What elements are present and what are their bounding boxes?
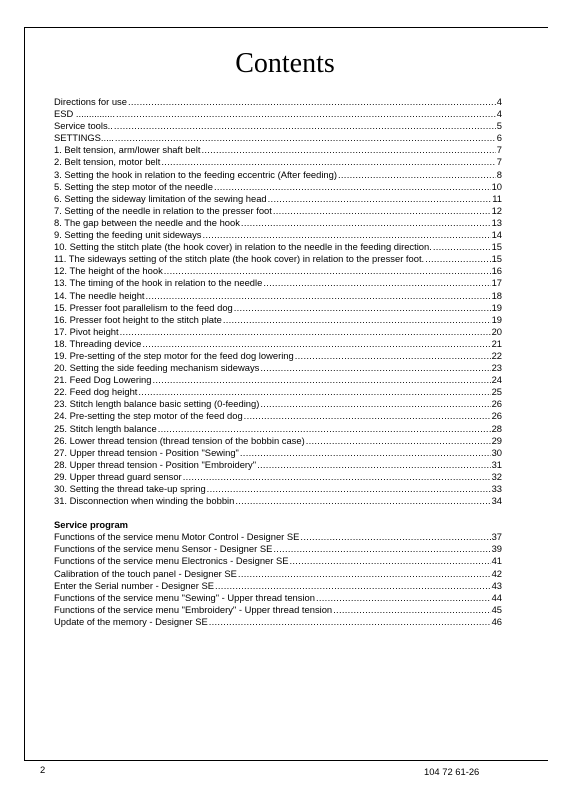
toc-entry-page: 19 [491,301,502,313]
toc-entry [54,229,502,241]
dot-leader [209,616,491,628]
toc-entry-label: 10. Setting the stitch plate (the hook cover) in relation to the needle in the feeding direction. [54,241,432,253]
toc-entry [54,483,502,495]
toc-entry-page: 24 [491,374,502,386]
toc-entry-page: 10 [491,180,502,192]
dot-leader [120,326,491,338]
top-rule [24,27,548,28]
toc-entry [54,471,502,483]
toc-entry-label: 23. Stitch length balance basic setting (0-feeding) [54,398,260,410]
toc-entry-label: 5. Setting the step motor of the needle [54,180,213,192]
toc-entry-label: 18. Threading device [54,337,142,349]
toc-entry-page: 44 [491,591,502,603]
toc-entry-label: 21. Feed Dog Lowering [54,374,152,386]
toc-entry-page: 25 [491,386,502,398]
dot-leader [260,362,490,374]
toc-entry-label: 12. The height of the hook [54,265,163,277]
toc-entry [54,241,502,253]
toc-entry-label: 25. Stitch length balance [54,422,157,434]
toc-entry-page: 12 [491,204,502,216]
dot-leader [128,96,496,108]
toc-entry [54,495,502,507]
dot-leader [207,483,491,495]
toc-entry [54,435,502,447]
dot-leader [142,338,490,350]
toc-entry-page: 18 [491,289,502,301]
toc-entry [54,423,502,435]
toc-entry [54,338,502,350]
dot-leader [257,459,490,471]
toc-entry [54,96,502,108]
toc-entry-label: 8. The gap between the needle and the hook [54,216,240,228]
dot-leader [152,374,490,386]
dot-leader [244,410,491,422]
dot-leader [234,302,491,314]
toc-entry [54,447,502,459]
contents-list [54,96,502,507]
toc-entry-label: SETTINGS..... [54,132,114,144]
dot-leader [338,169,496,181]
toc-entry-page: 43 [491,579,502,591]
toc-entry [54,181,502,193]
toc-entry-page: 11 [492,192,502,204]
toc-entry [54,265,502,277]
dot-leader [116,108,496,120]
toc-entry [54,362,502,374]
dot-leader [289,555,490,567]
toc-entry [54,205,502,217]
toc-entry-label: Enter the Serial number - Designer SE [54,579,214,591]
toc-entry-page: 15 [491,253,502,265]
toc-entry-page: 42 [491,567,502,579]
toc-entry-label: 27. Upper thread tension - Position "Sewing" [54,446,239,458]
toc-entry-label: 28. Upper thread tension - Position "Embroidery" [54,458,257,470]
toc-entry-label: 16. Presser foot height to the stitch plate [54,313,222,325]
toc-entry [54,120,502,132]
dot-leader [300,531,490,543]
toc-entry-label: 26. Lower thread tension (thread tension of the bobbin case) [54,434,305,446]
toc-entry-page: 31 [491,458,502,470]
toc-entry [54,531,502,543]
toc-entry-label: 31. Disconnection when winding the bobbin [54,495,235,507]
toc-entry [54,253,502,265]
toc-entry-label: 29. Upper thread guard sensor [54,470,182,482]
toc-entry [54,459,502,471]
toc-entry-label: Calibration of the touch panel - Designer SE [54,567,237,579]
toc-entry-page: 16 [491,265,502,277]
dot-leader [273,543,490,555]
toc-entry [54,543,502,555]
toc-entry-label: 15. Presser foot parallelism to the feed dog [54,301,233,313]
toc-entry-page: 20 [491,325,502,337]
toc-entry-label: 11. The sideways setting of the stitch plate (the hook cover) in relation to the presser foot. [54,253,425,265]
dot-leader [240,447,491,459]
toc-entry [54,277,502,289]
dot-leader [273,205,491,217]
toc-entry-label: Functions of the service menu "Embroidery" - Upper thread tension [54,603,333,615]
toc-entry-page: 7 [496,156,502,168]
toc-entry-label: ESD ............... [54,108,115,120]
toc-entry-label: 7. Setting of the needle in relation to the presser foot [54,204,272,216]
toc-entry [54,193,502,205]
toc-entry-page: 4 [496,96,502,107]
toc-entry-page: 28 [491,422,502,434]
toc-entry-label: Functions of the service menu Electronics - Designer SE [54,555,289,567]
toc-entry-page: 4 [496,108,502,120]
table-of-contents [54,96,502,628]
toc-entry-page: 13 [491,216,502,228]
toc-entry-page: 33 [491,483,502,494]
toc-entry [54,290,502,302]
toc-entry [54,350,502,362]
toc-entry [54,555,502,567]
service-program-heading: Service program [54,519,128,531]
toc-entry-label: Functions of the service menu "Sewing" - Upper thread tension [54,591,315,603]
dot-leader [161,156,495,168]
dot-leader [238,568,491,580]
dot-leader [425,253,490,265]
toc-entry-page: 45 [491,603,502,615]
dot-leader [333,604,490,616]
toc-entry-page: 17 [491,277,502,289]
dot-leader [268,193,492,205]
toc-entry-page: 8 [496,168,502,180]
dot-leader [241,217,491,229]
toc-entry [54,217,502,229]
toc-entry-label: 13. The timing of the hook in relation to the needle [54,277,263,289]
toc-entry-page: 19 [491,313,502,325]
toc-entry-label: 24. Pre-setting the step motor of the feed dog [54,410,243,422]
dot-leader [223,314,491,326]
document-number: 104 72 61-26 [424,766,480,777]
toc-entry-page: 39 [491,543,502,555]
toc-entry [54,169,502,181]
toc-entry-page: 23 [491,362,502,374]
toc-entry [54,144,502,156]
dot-leader [183,471,491,483]
toc-entry-label: 20. Setting the side feeding mechanism sideways [54,362,260,374]
dot-leader [306,435,491,447]
dot-leader [203,229,491,241]
toc-entry-label: 6. Setting the sideway limitation of the sewing head [54,192,267,204]
dot-leader [263,277,490,289]
toc-entry-label: 30. Setting the thread take-up spring [54,483,206,494]
toc-entry [54,386,502,398]
toc-entry-page: 15 [491,241,502,253]
dot-leader [316,592,491,604]
toc-entry [54,326,502,338]
toc-entry [54,374,502,386]
service-program-list [54,531,502,628]
toc-entry-label: 14. The needle height [54,289,145,301]
dot-leader [235,495,490,507]
dot-leader [158,423,491,435]
toc-entry-label: 22. Feed dog height [54,386,138,398]
toc-entry-page: 22 [491,349,502,361]
dot-leader [114,120,496,132]
dot-leader [433,241,491,253]
dot-leader [164,265,491,277]
toc-entry-page: 30 [491,446,502,458]
toc-entry-label: Functions of the service menu Motor Control - Designer SE [54,531,300,543]
toc-entry [54,604,502,616]
toc-entry [54,410,502,422]
dot-leader [214,181,491,193]
bottom-rule [24,760,548,761]
dot-leader [138,386,490,398]
dot-leader [146,290,491,302]
toc-entry-label: Update of the memory - Designer SE [54,615,208,627]
toc-entry [54,398,502,410]
dot-leader [115,132,496,144]
toc-entry-label: Directions for use [54,96,127,107]
toc-entry [54,592,502,604]
toc-entry [54,580,502,592]
toc-entry [54,302,502,314]
toc-entry-page: 32 [491,470,502,482]
toc-entry [54,156,502,168]
toc-entry-page: 6 [496,132,502,144]
toc-entry-page: 37 [491,531,502,543]
page-title: Contents [235,48,335,79]
toc-entry-page: 14 [491,229,502,241]
toc-entry-label: 3. Setting the hook in relation to the feeding eccentric (After feeding) [54,168,337,180]
toc-entry-label: Service tools.. [54,120,113,132]
toc-entry [54,314,502,326]
toc-entry [54,568,502,580]
toc-entry-label: Functions of the service menu Sensor - Designer SE [54,543,273,555]
toc-entry-label: 9. Setting the feeding unit sideways [54,229,202,241]
toc-entry-page: 7 [496,144,502,156]
toc-entry-label: 19. Pre-setting of the step motor for the feed dog lowering [54,349,294,361]
toc-entry-page: 29 [491,434,502,446]
toc-entry [54,108,502,120]
dot-leader [215,580,491,592]
toc-entry-label: 2. Belt tension, motor belt [54,156,161,168]
left-rule [24,27,25,761]
dot-leader [260,398,490,410]
toc-entry-page: 5 [496,120,502,132]
dot-leader [295,350,491,362]
toc-entry-page: 26 [491,410,502,422]
toc-entry [54,616,502,628]
toc-entry-label: 1. Belt tension, arm/lower shaft belt [54,144,201,156]
toc-entry-page: 46 [491,615,502,627]
toc-entry-page: 41 [491,555,502,567]
toc-entry-page: 34 [491,495,502,507]
toc-entry [54,132,502,144]
page-number: 2 [40,764,46,775]
toc-entry-page: 26 [491,398,502,410]
toc-entry-label: 17. Pivot height [54,325,119,337]
dot-leader [201,144,495,156]
toc-entry-page: 21 [491,337,502,349]
